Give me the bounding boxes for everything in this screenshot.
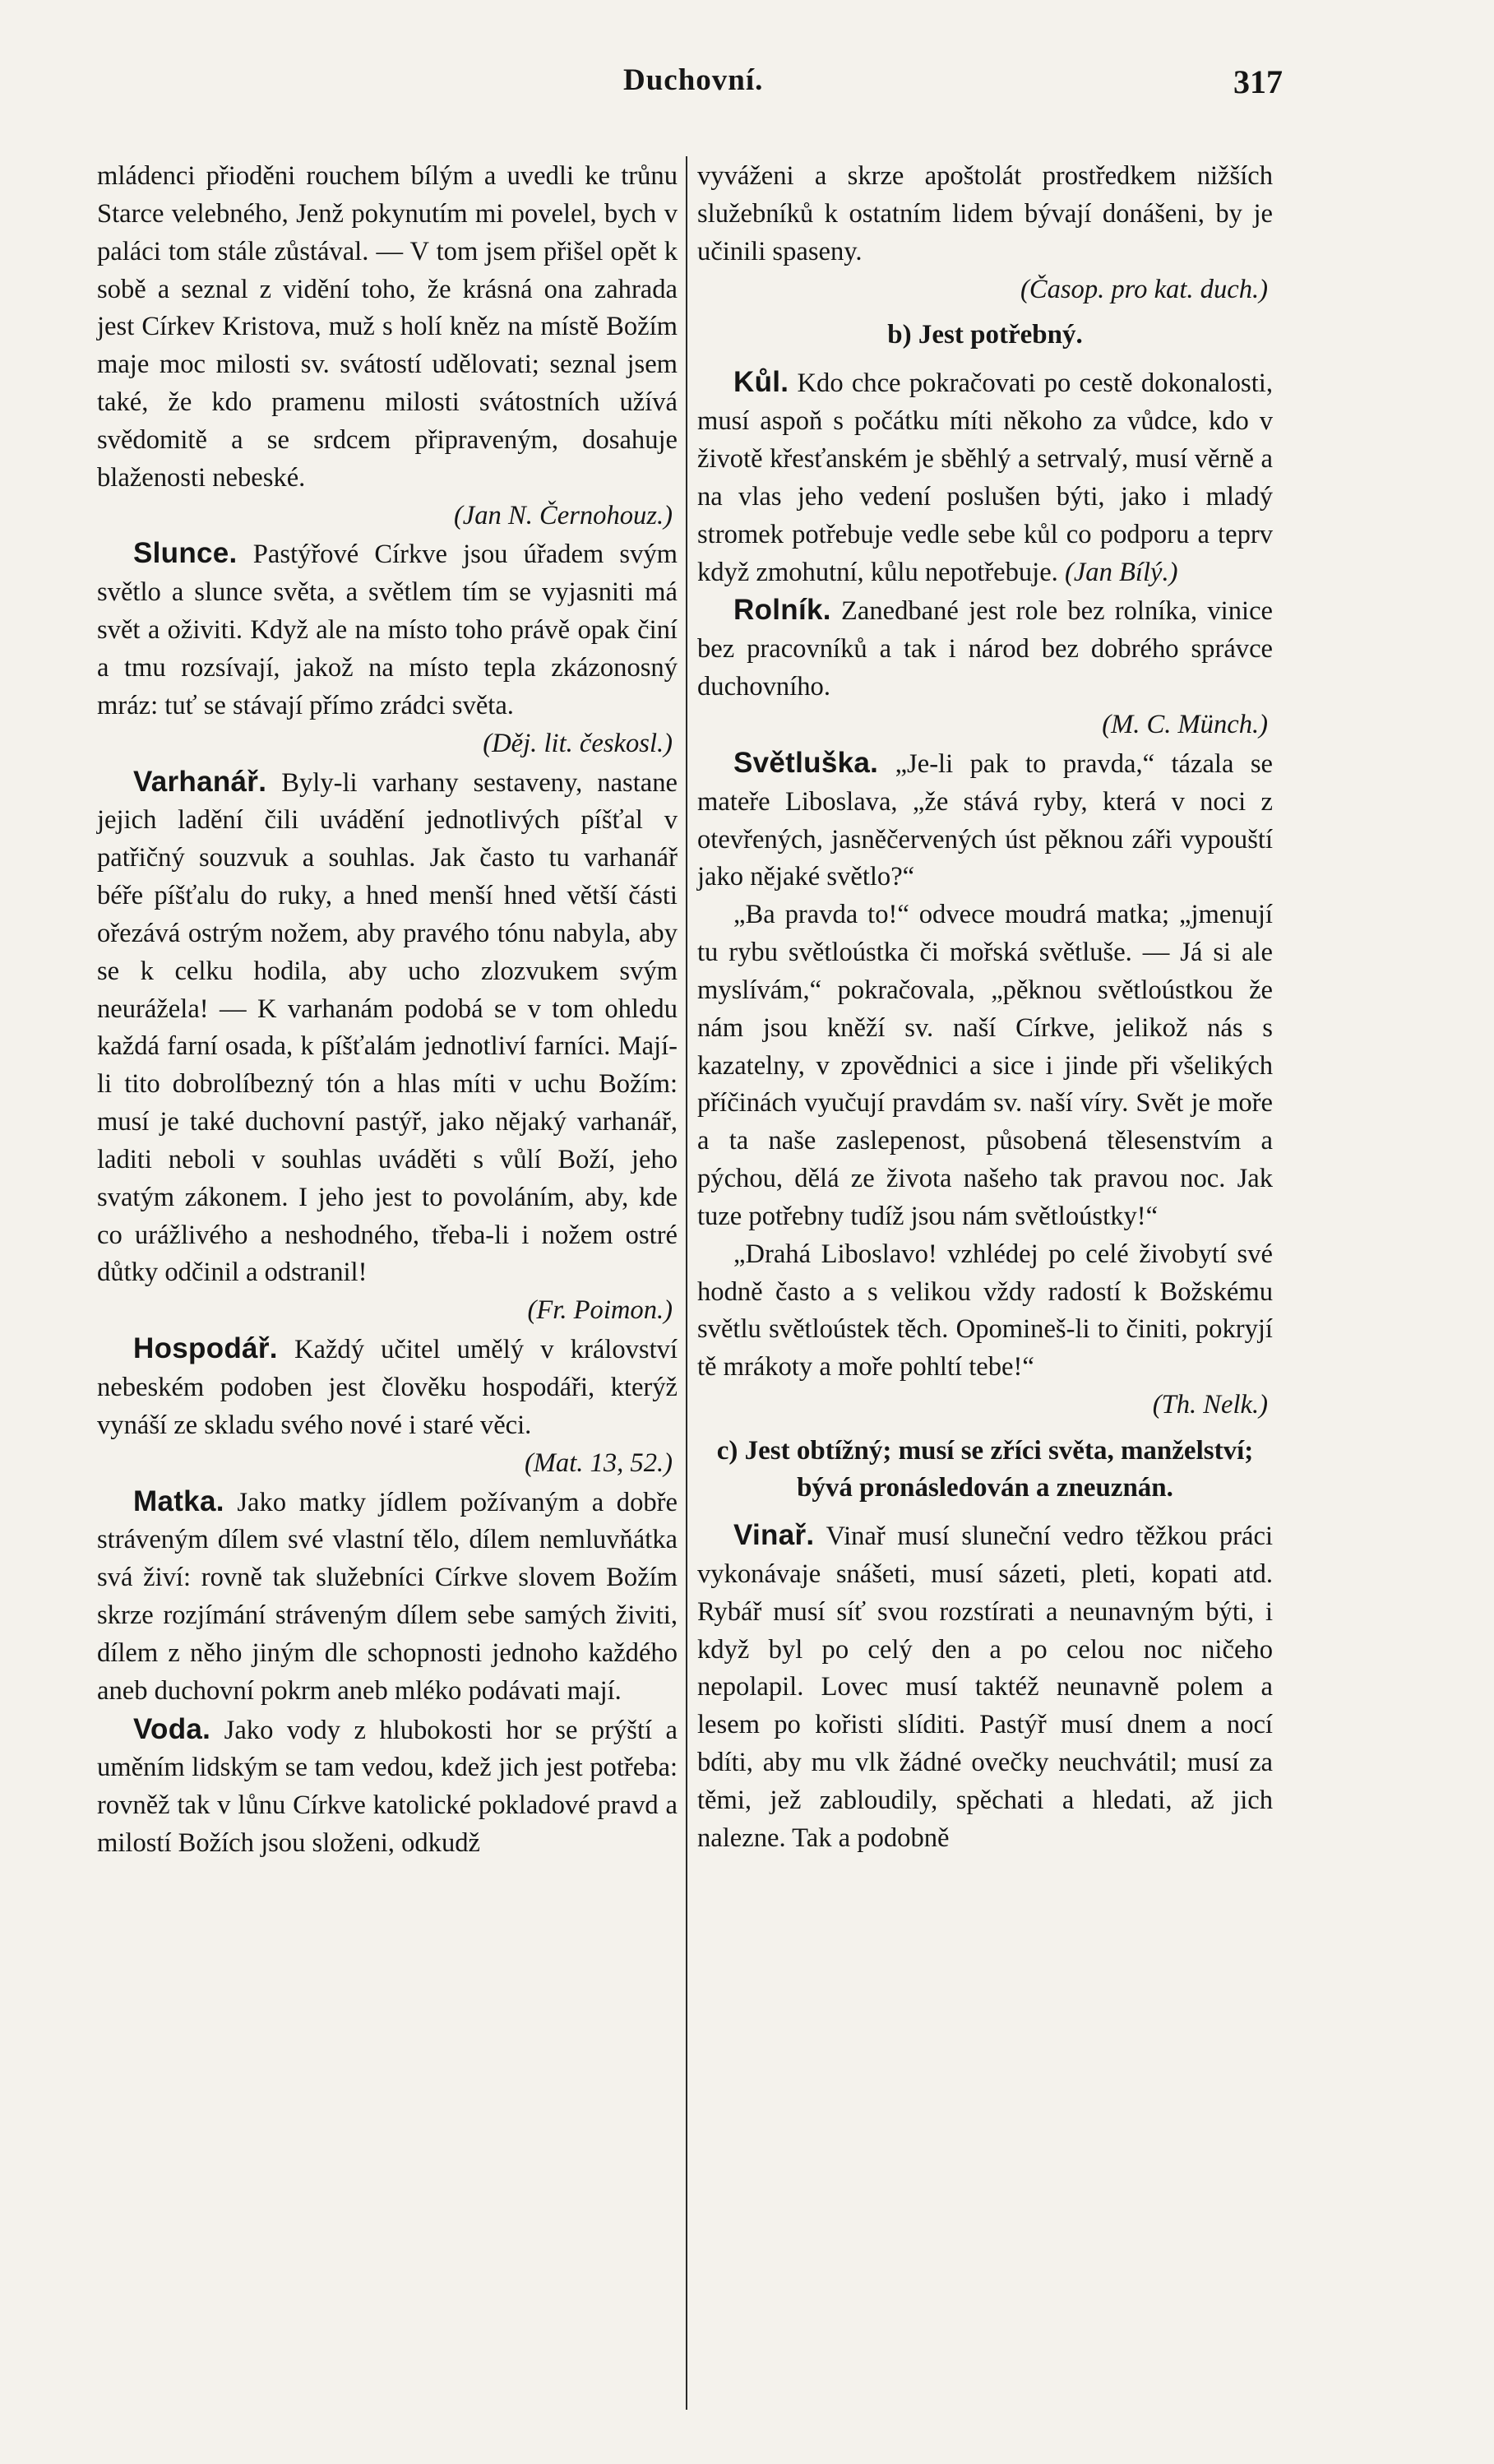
left-column <box>97 158 678 1863</box>
citation: (Jan N. Černohouz.) <box>453 500 673 530</box>
entry-keyword: Voda. <box>133 1712 211 1745</box>
entry-text: Vinař musí sluneční vedro těžkou práci vykonávaje snášeti, musí sázeti, pleti, kopati atd. Rybář musí síť svou rozstírati a neunavným býti, i když byl po celý den a po celou noc ničeho nepolapil. Lovec musí taktéž neunavně polem a lesem po kořisti slíditi. Pastýř musí dnem a nocí bdíti, aby mu vlk žádné ovečky neuchvátil; musí za těmi, jež zabloudily, spěchati a hledati, až jich nalezne. Tak a podobně <box>697 1521 1273 1853</box>
paragraph <box>97 1483 678 1711</box>
paragraph <box>97 535 678 725</box>
paragraph <box>697 364 1273 591</box>
entry-text: mládenci přioděni rouchem bílým a uvedli ke trůnu Starce velebného, Jenž pokynutím mi povelel, bych v paláci tom stále zůstával. — V tom jsem přišel opět k sobě a seznal z vidění toho, že krásná ona zahrada jest Církev Kristova, muž s holí kněz na místě Božím maje moc milosti sv. svátostí udělovati; seznal jsem také, že kdo pramenu milosti svátostních užívá svědomitě a se srdcem připraveným, dosahuje blaženosti nebeské. <box>97 161 678 493</box>
entry-keyword: Hospodář. <box>133 1332 278 1365</box>
column-divider <box>686 156 687 2410</box>
entry-text: Jako matky jídlem požívaným a dobře stráveným dílem své vlastní tělo, dílem nemluvňátka svá živí: rovně tak služebníci Církve slovem Božím skrze rozjímání stráveným dílem sebe samých živiti, dílem z něho jiným dle schopnosti jednoho každého aneb duchovní pokrm aneb mléko podávati mají. <box>97 1487 678 1706</box>
entry-keyword: Světluška. <box>733 746 879 779</box>
entry-keyword: Slunce. <box>133 537 238 570</box>
right-column <box>697 158 1273 1858</box>
entry-keyword: Matka. <box>133 1484 224 1517</box>
entry-text: Kdo chce pokračovati po cestě dokonalosti, musí aspoň s počátku míti někoho za vůdce, kdo v životě křesťanském je sběhlý a setrvalý, musí věrně a na vlas jeho vedení poslušen býti, jako i mladý stromek potřebuje vedle sebe kůl co podporu a teprv když zmohutní, kůlu nepotřebuje. <box>697 368 1273 587</box>
entry-text: Zanedbané jest role bez rolníka, vinice bez pracovníků a tak i národ bez dobrého správce duchovního. <box>697 596 1273 702</box>
citation: (Děj. lit. českosl.) <box>483 728 673 758</box>
entry-text: Jako vody z hlubokosti hor se prýští a uměním lidským se tam vedou, kdež jich jest potřeba: rovněž tak v lůnu Církve katolické pokladové pravd a milostí Božích jsou složeni, odkudž <box>97 1715 678 1859</box>
entry-keyword: Kůl. <box>733 366 789 399</box>
entry-keyword: Varhanář. <box>133 765 267 798</box>
paragraph <box>97 763 678 1293</box>
citation: (Časop. pro kat. duch.) <box>1020 274 1268 304</box>
paragraph <box>697 744 1273 896</box>
entry-text: „Drahá Liboslavo! vzhlédej po celé živobytí své hodně často a s velikou vždy radostí k Božskému světlu světloústek těch. Opomineš-li to činiti, pokryjí tě mrákoty a moře pohltí tebe!“ <box>697 1239 1273 1383</box>
citation: (Fr. Poimon.) <box>527 1295 673 1326</box>
paragraph <box>97 158 678 498</box>
paragraph <box>697 1236 1273 1387</box>
section-heading: c) Jest obtížný; musí se zříci světa, manželství; bývá pronásledován a zneuznán. <box>716 1436 1254 1503</box>
entry-keyword: Vinař. <box>733 1519 815 1551</box>
running-head <box>0 63 1494 112</box>
entry-text: „Je-li pak to pravda,“ tázala se mateře Liboslava, „že stává ryby, která v noci z otevřených, jasněčervených úst pěknou záři vypouští jako nějaké světlo?“ <box>697 748 1273 892</box>
citation: (Mat. 13, 52.) <box>524 1447 673 1478</box>
paragraph <box>97 1711 678 1863</box>
entry-text: vyváženi a skrze apoštolát prostředkem nižších služebníků k ostatním lidem bývají donášeni, by je učinili spaseny. <box>697 161 1273 266</box>
citation: (Th. Nelk.) <box>1152 1390 1268 1420</box>
entry-text: „Ba pravda to!“ odvece moudrá matka; „jmenují tu rybu světloústka či mořská světluše. — Já si ale myslívám,“ pokračovala, „pěknou světloústkou že nám jsou kněží sv. naší Církve, jelikož nás s kazatelny, v zpovědnici a sice i jinde při všelikých příčinách vyučují pravdám sv. naší víry. Svět je moře a ta naše zaslepenost, působená tělesenstvím a pýchou, dělá ze života našeho tak pravou noc. Jak tuze potřebny tudíž jsou nám světloústky!“ <box>697 900 1273 1231</box>
section-heading: b) Jest potřebný. <box>887 320 1083 350</box>
paragraph <box>697 1517 1273 1858</box>
entry-text: Pastýřové Církve jsou úřadem svým světlo a slunce světa, a světlem tím se vyjasniti má svět a oživiti. Když ale na místo toho právě opak činí a tmu rozsívají, jakož na místo tepla zkázonosný mráz: tuť se stávají přímo zrádci světa. <box>97 540 678 720</box>
page-number: 317 <box>1233 63 1283 100</box>
citation: (Jan Bílý.) <box>1064 557 1178 587</box>
entry-keyword: Rolník. <box>733 594 831 627</box>
paragraph <box>697 591 1273 706</box>
running-head-title: Duchovní. <box>623 63 764 97</box>
paragraph <box>97 1330 678 1445</box>
entry-text: Každý učitel umělý v království nebeském podoben jest člověku hospodáři, kterýž vynáší ze skladu svého nové i staré věci. <box>97 1335 678 1440</box>
citation: (M. C. Münch.) <box>1102 709 1268 739</box>
entry-text: Byly-li varhany sestaveny, nastane jejich ladění čili uvádění jednotlivých píšťal v patřičný souzvuk a souhlas. Jak často tu varhanář béře píšťalu do ruky, a hned menší hned větší části ořezává ostrým nožem, aby pravého tónu nabyla, aby se k celku hodila, aby ucho zlozvukem svým neurážela! — K varhanám podobá se v tom ohledu každá farní osada, k píšťalám jednotliví farníci. Mají-li tito dobrolíbezný tón a hlas míti v uchu Božím: musí je také duchovní pastýř, jako nějaký varhanář, laditi neboli v souhlas uváděti s vůlí Boží, jeho svatým zákonem. I jeho jest to povoláním, aby, kde co urážlivého a neshodného, třeba-li i nožem ostré důtky odčinil a odstranil! <box>97 767 678 1288</box>
paragraph <box>697 896 1273 1236</box>
paragraph <box>697 158 1273 271</box>
